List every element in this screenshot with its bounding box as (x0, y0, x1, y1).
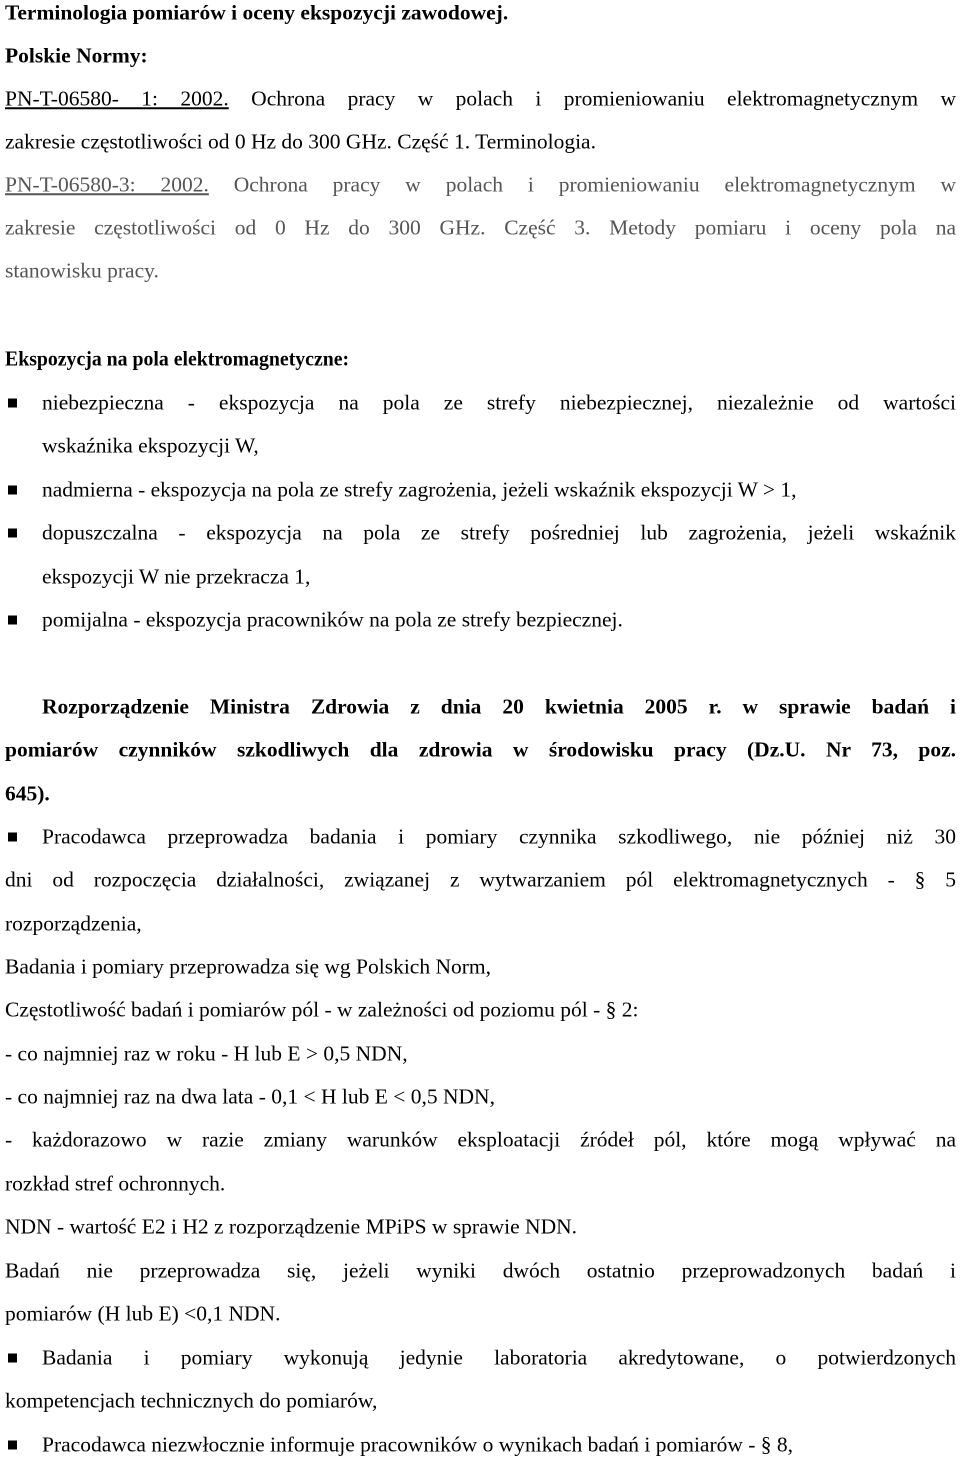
norm3-line2: zakresie częstotliwości od 0 Hz do 300 GHz. Część 3. Metody pomiaru i oceny pola na (5, 215, 956, 240)
norm1-title: Ochrona pracy w polach i promieniowaniu elektromagnetycznym w (228, 86, 956, 111)
no-measurement-line1: Badań nie przeprowadza się, jeżeli wyniki dwóch ostatnio przeprowadzonych badań i (5, 1258, 956, 1283)
regulation-line2: pomiarów czynników szkodliwych dla zdrowia w środowisku pracy (Dz.U. Nr 73, poz. (5, 737, 956, 762)
norms-paragraph: Badania i pomiary przeprowadza się wg Polskich Norm, (5, 954, 492, 979)
employer-paragraph-line2: dni od rozpoczęcia działalności, związanej z wytwarzaniem pól elektromagnetycznych - § 5 (5, 867, 956, 892)
bullet-icon (8, 529, 17, 538)
exposure-item-permissible: dopuszczalna - ekspozycja na pola ze strefy pośredniej lub zagrożenia, jeżeli wskaźnik (42, 520, 956, 545)
bullet-icon (8, 486, 17, 495)
inform-employees-line: Pracodawca niezwłocznie informuje pracowników o wynikach badań i pomiarów - § 8, (42, 1432, 794, 1457)
bullet-icon (8, 616, 17, 625)
norm3-code: PN-T-06580-3: 2002. (5, 172, 209, 197)
frequency-item-yearly: - co najmniej raz w roku - H lub E > 0,5 NDN, (5, 1041, 408, 1066)
frequency-paragraph: Częstotliwość badań i pomiarów pól - w zależności od poziomu pól - § 2: (5, 997, 639, 1022)
norm1-code: PN-T-06580- 1: 2002. (5, 86, 229, 111)
norm3-line3: stanowisku pracy. (5, 258, 159, 283)
norms-heading: Polskie Normy: (5, 43, 148, 68)
bullet-icon (8, 399, 17, 408)
frequency-item-biennial: - co najmniej raz na dwa lata - 0,1 < H lub E < 0,5 NDN, (5, 1084, 495, 1109)
no-measurement-line2: pomiarów (H lub E) <0,1 NDN. (5, 1301, 281, 1326)
exposure-item-negligible: pomijalna - ekspozycja pracowników na pola ze strefy bezpiecznej. (42, 607, 623, 632)
bullet-icon (8, 833, 17, 842)
exposure-heading: Ekspozycja na pola elektromagnetyczne: (5, 346, 350, 371)
norm1-line2: zakresie częstotliwości od 0 Hz do 300 GHz. Część 1. Terminologia. (5, 129, 596, 154)
exposure-item-excessive: nadmierna - ekspozycja na pola ze strefy zagrożenia, jeżeli wskaźnik ekspozycji W > 1, (42, 477, 797, 502)
regulation-line1: Rozporządzenie Ministra Zdrowia z dnia 20 kwietnia 2005 r. w sprawie badań i (42, 694, 956, 719)
accredited-labs-line1: Badania i pomiary wykonują jedynie laboratoria akredytowane, o potwierdzonych (42, 1345, 956, 1370)
accredited-labs-line2: kompetencjach technicznych do pomiarów, (5, 1388, 378, 1413)
regulation-line3: 645). (5, 781, 50, 806)
page-title: Terminologia pomiarów i oceny ekspozycji zawodowej. (5, 0, 509, 25)
ndn-definition: NDN - wartość E2 i H2 z rozporządzenie MPiPS w sprawie NDN. (5, 1214, 578, 1239)
norm3-title: Ochrona pracy w polach i promieniowaniu elektromagnetycznym w (208, 172, 956, 197)
norm3-line1 (5, 174, 956, 196)
employer-paragraph-line3: rozporządzenia, (5, 911, 142, 936)
norm1-line1 (5, 88, 956, 110)
employer-paragraph-line1: Pracodawca przeprowadza badania i pomiary czynnika szkodliwego, nie później niż 30 (42, 824, 956, 849)
frequency-item-on-change: - każdorazowo w razie zmiany warunków eksploatacji źródeł pól, które mogą wpływać na (5, 1127, 956, 1152)
exposure-item-permissible-cont: ekspozycji W nie przekracza 1, (42, 564, 311, 589)
exposure-item-dangerous-cont: wskaźnika ekspozycji W, (42, 433, 259, 458)
bullet-icon (8, 1441, 17, 1450)
bullet-icon (8, 1354, 17, 1363)
frequency-item-on-change-cont: rozkład stref ochronnych. (5, 1171, 226, 1196)
exposure-item-dangerous: niebezpieczna - ekspozycja na pola ze strefy niebezpiecznej, niezależnie od wartości (42, 390, 956, 415)
